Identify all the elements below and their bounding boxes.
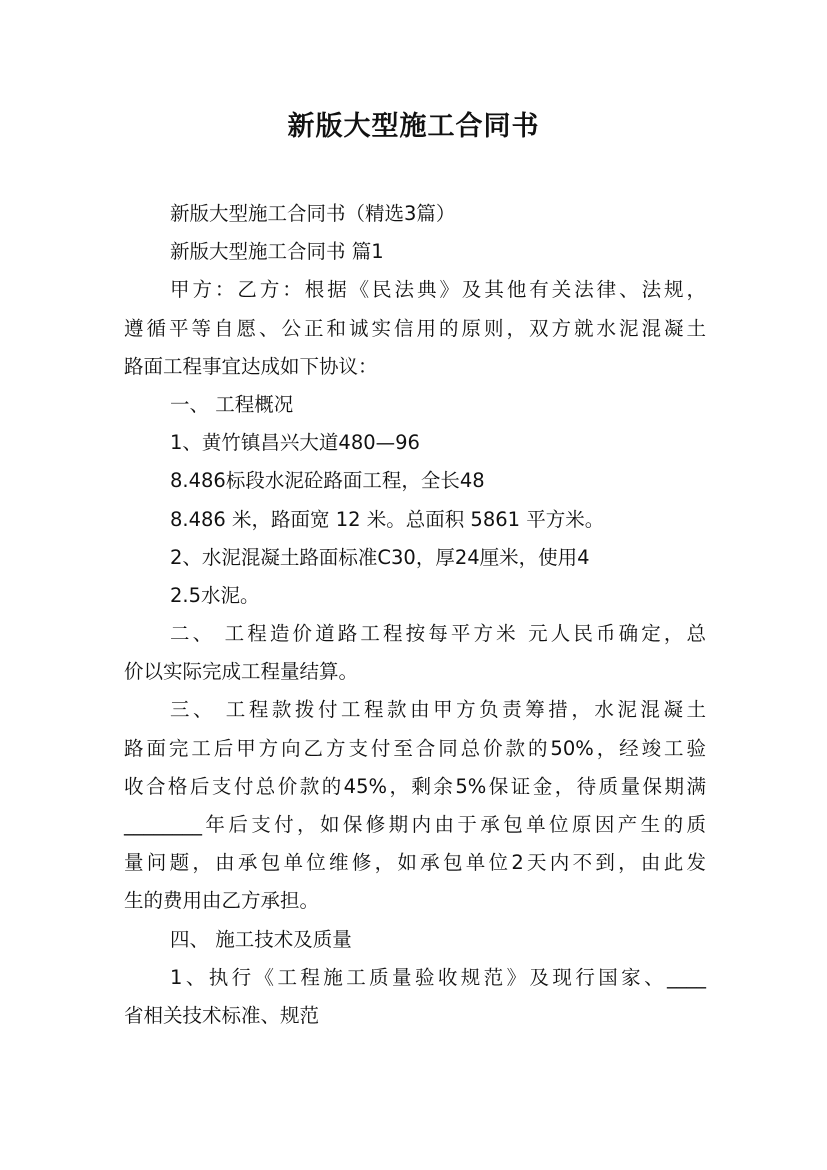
body-line: 1、黄竹镇昌兴大道480—96 — [170, 431, 420, 455]
body-line: 省相关技术标准、规范 — [124, 1003, 320, 1027]
body-line: ________年后支付，如保修期内由于承包单位原因产生的质 — [124, 813, 706, 836]
body-line: 2.5水泥。 — [170, 583, 260, 607]
body-line: 生的费用由乙方承担。 — [124, 889, 320, 913]
body-line: 四、 施工技术及质量 — [170, 927, 352, 951]
body-line: 一、 工程概况 — [170, 392, 294, 416]
body-line: 1、执行《工程施工质量验收规范》及现行国家、____ — [170, 965, 706, 989]
body-line: 8.486标段水泥砼路面工程，全长48 — [170, 469, 485, 493]
document-title: 新版大型施工合同书 — [287, 111, 540, 142]
body-line: 三、 工程款拨付工程款由甲方负责筹措，水泥混凝土 — [170, 698, 706, 722]
body-line: 二、 工程造价道路工程按每平方米 元人民币确定，总 — [170, 622, 706, 646]
body-line: 甲方：乙方：根据《民法典》及其他有关法律、法规， — [170, 278, 706, 302]
body-line: 价以实际完成工程量结算。 — [124, 660, 359, 684]
body-line: 路面完工后甲方向乙方支付至合同总价款的50%，经竣工验 — [124, 736, 706, 760]
body-line: 8.486 米，路面宽 12 米。总面积 5861 平方米。 — [170, 507, 605, 531]
body-line: 新版大型施工合同书 篇1 — [170, 240, 384, 264]
body-line: 量问题，由承包单位维修，如承包单位2天内不到，由此发 — [124, 851, 706, 875]
body-line: 路面工程事宜达成如下协议： — [124, 354, 378, 378]
body-line: 新版大型施工合同书（精选3篇） — [170, 202, 456, 225]
body-line: 收合格后支付总价款的45%，剩余5%保证金，待质量保期满 — [124, 774, 706, 798]
body-line: 遵循平等自愿、公正和诚实信用的原则，双方就水泥混凝土 — [124, 316, 706, 340]
body-line: 2、水泥混凝土路面标准C30，厚24厘米，使用4 — [170, 545, 590, 569]
document-body — [124, 195, 706, 1035]
